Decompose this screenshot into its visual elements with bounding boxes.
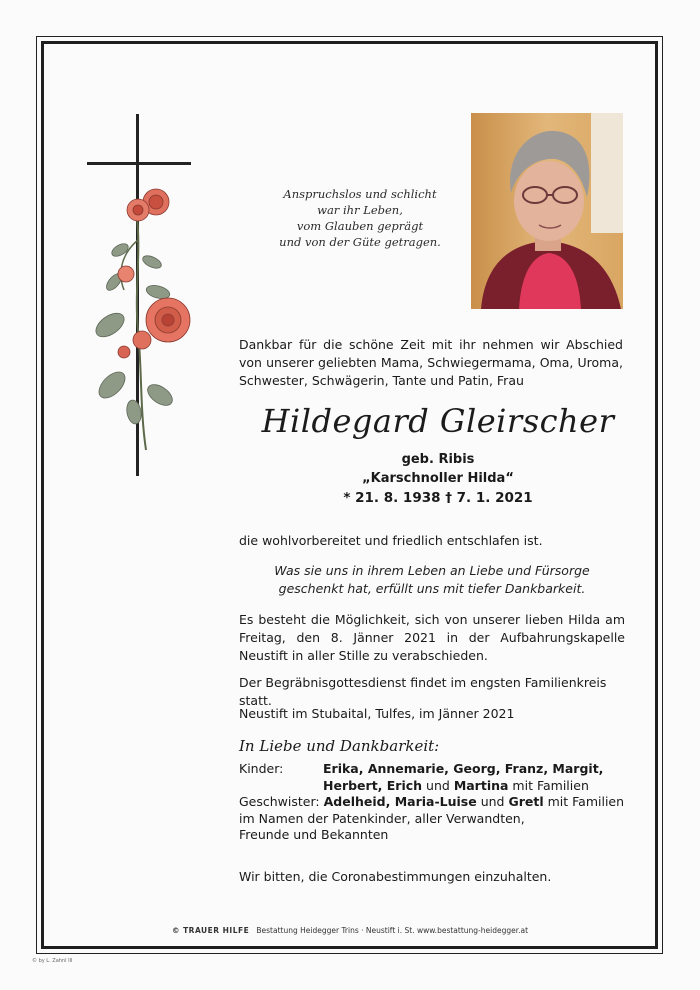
maiden-name: geb. Ribis — [401, 452, 475, 467]
thanks-italic — [239, 562, 625, 598]
children-label: Kinder: — [239, 761, 284, 776]
footer — [0, 926, 700, 935]
with-families: mit Familien — [543, 794, 625, 809]
place-date-text: Neustift im Stubaital, Tulfes, im Jänner 2021 — [239, 706, 515, 721]
verse-line: Anspruchslos und schlicht — [283, 187, 437, 201]
nickname: „Karschnoller Hilda“ — [362, 471, 514, 486]
intro-text: Dankbar für die schöne Zeit mit ihr nehmen wir Abschied von unserer geliebten Mama, Schwiegermama, Oma, Uroma, Schwester, Schwägerin, Tante und Patin, Frau — [239, 337, 623, 388]
children-names-2: Herbert, Erich — [323, 777, 423, 793]
with-families: mit Familien — [508, 777, 589, 793]
rose-branch-icon — [90, 180, 215, 460]
footer-text: Bestattung Heidegger Trins · Neustift i. St. www.bestattung-heidegger.at — [256, 926, 529, 935]
closing-text: Wir bitten, die Coronabestimmungen einzuhalten. — [239, 869, 552, 884]
and-text: und — [476, 794, 509, 809]
children-row — [239, 761, 639, 778]
verse-block — [260, 186, 460, 250]
and-text: und — [422, 777, 454, 793]
life-dates: * 21. 8. 1938 † 7. 1. 2021 — [343, 490, 533, 506]
siblings-names-2: Gretl — [508, 794, 544, 809]
bottom-note: © by L. Zahnl III — [32, 958, 73, 964]
verse-line: und von der Güte getragen. — [279, 235, 441, 249]
siblings-label: Geschwister: — [239, 794, 320, 809]
children-names-3: Martina — [453, 777, 509, 793]
others-row-1: im Namen der Patenkinder, aller Verwandten, — [239, 810, 525, 826]
thanks-line-2: geschenkt hat, erfüllt uns mit tiefer Dankbarkeit. — [278, 581, 586, 596]
verse-line: war ihr Leben, — [317, 203, 403, 217]
funeral-text: Der Begräbnisgottesdienst findet im engsten Familienkreis statt. — [239, 675, 607, 708]
portrait-photo — [471, 113, 623, 309]
footer-logo: © TRAUER HILFE — [171, 926, 250, 935]
mourners-heading: In Liebe und Dankbarkeit: — [239, 737, 440, 755]
children-row-2 — [239, 778, 639, 795]
thanks-line-1: Was sie uns in ihrem Leben an Liebe und Fürsorge — [274, 563, 590, 578]
deceased-name: Hildegard Gleirscher — [261, 402, 615, 440]
siblings-names: Adelheid, Maria-Luise — [323, 794, 477, 809]
others-row-2: Freunde und Bekannten — [239, 827, 389, 842]
farewell-text: Es besteht die Möglichkeit, sich von unserer lieben Hilda am Freitag, den 8. Jänner 2021 in der Aufbahrungskapelle Neustift in aller Stille zu verabschieden. — [239, 612, 625, 663]
passed-text: die wohlvorbereitet und friedlich entschlafen ist. — [239, 533, 543, 548]
siblings-row — [239, 794, 639, 811]
cross-horizontal-bar — [87, 162, 191, 165]
verse-line: vom Glauben geprägt — [296, 219, 424, 233]
children-names: Erika, Annemarie, Georg, Franz, Margit, — [323, 761, 604, 776]
mourners-list — [239, 761, 639, 844]
